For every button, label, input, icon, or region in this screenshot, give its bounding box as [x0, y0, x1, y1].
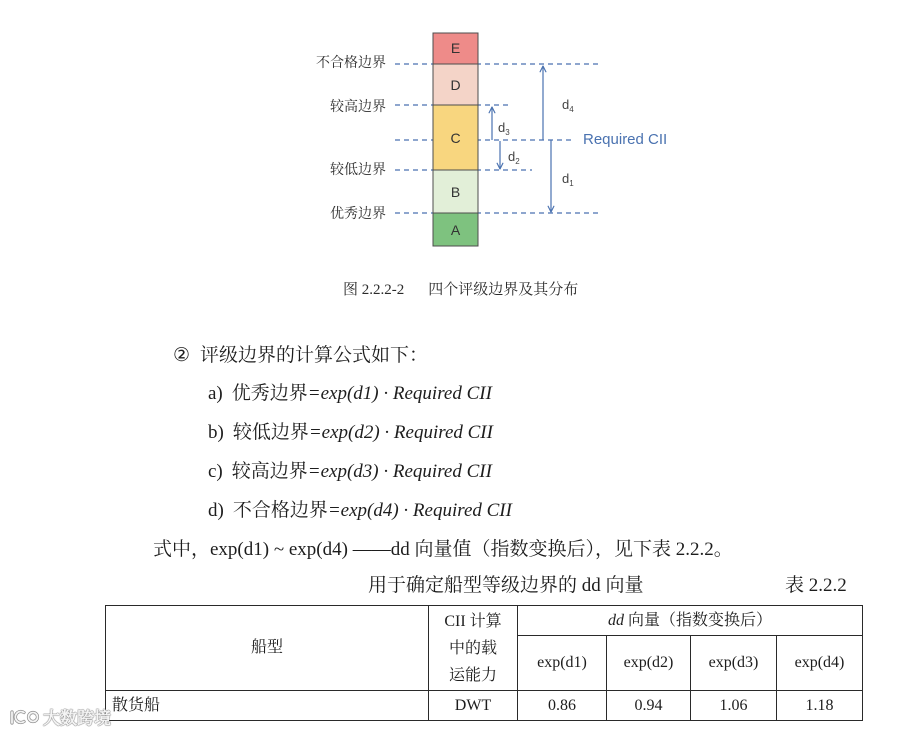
- formula-item-d: [208, 499, 512, 523]
- formula-item-term: 不合格边界: [232, 500, 328, 521]
- table-header-row: [106, 606, 863, 636]
- rating-bar: [433, 33, 478, 246]
- upper-boundary-label: 较高边界: [330, 98, 386, 114]
- distance-labels: [498, 97, 574, 188]
- watermark: [8, 704, 111, 729]
- formula-item-expr: =exp(d3) · Required CII: [307, 461, 492, 482]
- header-exp-d1: exp(d1): [518, 636, 607, 691]
- formula-item-label: d): [208, 500, 224, 521]
- rating-boundary-figure: [0, 0, 900, 260]
- d3-label: [498, 120, 510, 137]
- formula-item-label: a): [208, 383, 223, 404]
- figure-caption-title: 四个评级边界及其分布: [428, 282, 579, 298]
- boundary-labels: [316, 54, 386, 221]
- d1-label-base: d: [562, 171, 570, 186]
- header-capacity-line: CII 计算: [444, 612, 502, 630]
- header-dd-italic: dd: [608, 611, 624, 629]
- rating-letter-e: E: [450, 40, 461, 56]
- formula-intro: [173, 344, 428, 368]
- formula-intro-text: 评级边界的计算公式如下：: [200, 345, 429, 366]
- formula-item-expr: =exp(d2) · Required CII: [308, 422, 493, 443]
- header-capacity-line: 运能力: [448, 666, 497, 684]
- d4-label-base: d: [562, 97, 570, 112]
- boundary-lines: [395, 64, 600, 213]
- formula-item-expr: =exp(d4) · Required CII: [327, 500, 512, 521]
- header-exp-d4: exp(d4): [777, 636, 863, 691]
- cell-capacity: DWT: [429, 691, 518, 721]
- d4-label-sub: 4: [569, 105, 574, 114]
- watermark-text: 大数跨境: [43, 709, 111, 729]
- formula-item-term: 较高边界: [231, 461, 308, 482]
- formula-item-term: 优秀边界: [231, 383, 308, 404]
- table-number: 表 2.2.2: [785, 575, 847, 596]
- header-dd-group: [518, 606, 863, 636]
- d1-label: [562, 171, 574, 188]
- lower-boundary-label: 较低边界: [330, 161, 386, 177]
- header-capacity: [429, 606, 518, 691]
- table-title: 用于确定船型等级边界的 dd 向量: [368, 575, 644, 596]
- cell-exp-d3: 1.06: [691, 691, 777, 721]
- header-exp-d2: exp(d2): [607, 636, 691, 691]
- formula-item-label: c): [208, 461, 223, 482]
- cell-exp-d2: 0.94: [607, 691, 691, 721]
- d2-label-sub: 2: [515, 157, 520, 166]
- superior-boundary-label: 优秀边界: [330, 205, 386, 221]
- d1-label-sub: 1: [569, 179, 574, 188]
- rating-letter-d: D: [450, 77, 461, 93]
- formula-intro-marker: ②: [173, 345, 191, 366]
- header-dd-rest: 向量（指数变换后）: [624, 611, 773, 629]
- cell-exp-d4: 1.18: [777, 691, 863, 721]
- required-cii-label: Required CII: [583, 131, 668, 148]
- d2-label: [508, 149, 520, 166]
- table-row: [106, 691, 863, 721]
- distance-arrows: [492, 66, 551, 212]
- header-exp-d3: exp(d3): [691, 636, 777, 691]
- figure-caption-number: 图 2.2.2-2: [343, 282, 405, 298]
- rating-letter-b: B: [450, 184, 461, 200]
- formula-item-expr: =exp(d1) · Required CII: [307, 383, 492, 404]
- formula-item-term: 较低边界: [232, 422, 309, 443]
- rating-letter-c: C: [450, 130, 461, 146]
- d3-label-sub: 3: [505, 128, 510, 137]
- d3-label-base: d: [498, 120, 506, 135]
- header-capacity-line: 中的载: [448, 639, 497, 657]
- header-ship-type: 船型: [106, 606, 429, 691]
- formula-item-b: [208, 421, 493, 445]
- cell-ship-type: 散货船: [106, 691, 429, 721]
- fail-boundary-label: 不合格边界: [316, 54, 386, 70]
- dd-vector-table: [105, 605, 863, 721]
- cell-exp-d1: 0.86: [518, 691, 607, 721]
- formula-item-c: [208, 460, 492, 484]
- formula-item-label: b): [208, 422, 224, 443]
- rating-letter-a: A: [450, 222, 461, 238]
- formula-note: 式中，exp(d1) ~ exp(d4) ——dd 向量值（指数变换后），见下表 2.2.2。: [153, 539, 733, 560]
- figure-caption: [343, 280, 578, 300]
- d2-label-base: d: [508, 149, 516, 164]
- d4-label: [562, 97, 574, 114]
- formula-item-a: [208, 382, 492, 406]
- watermark-logo-icon: [8, 706, 40, 728]
